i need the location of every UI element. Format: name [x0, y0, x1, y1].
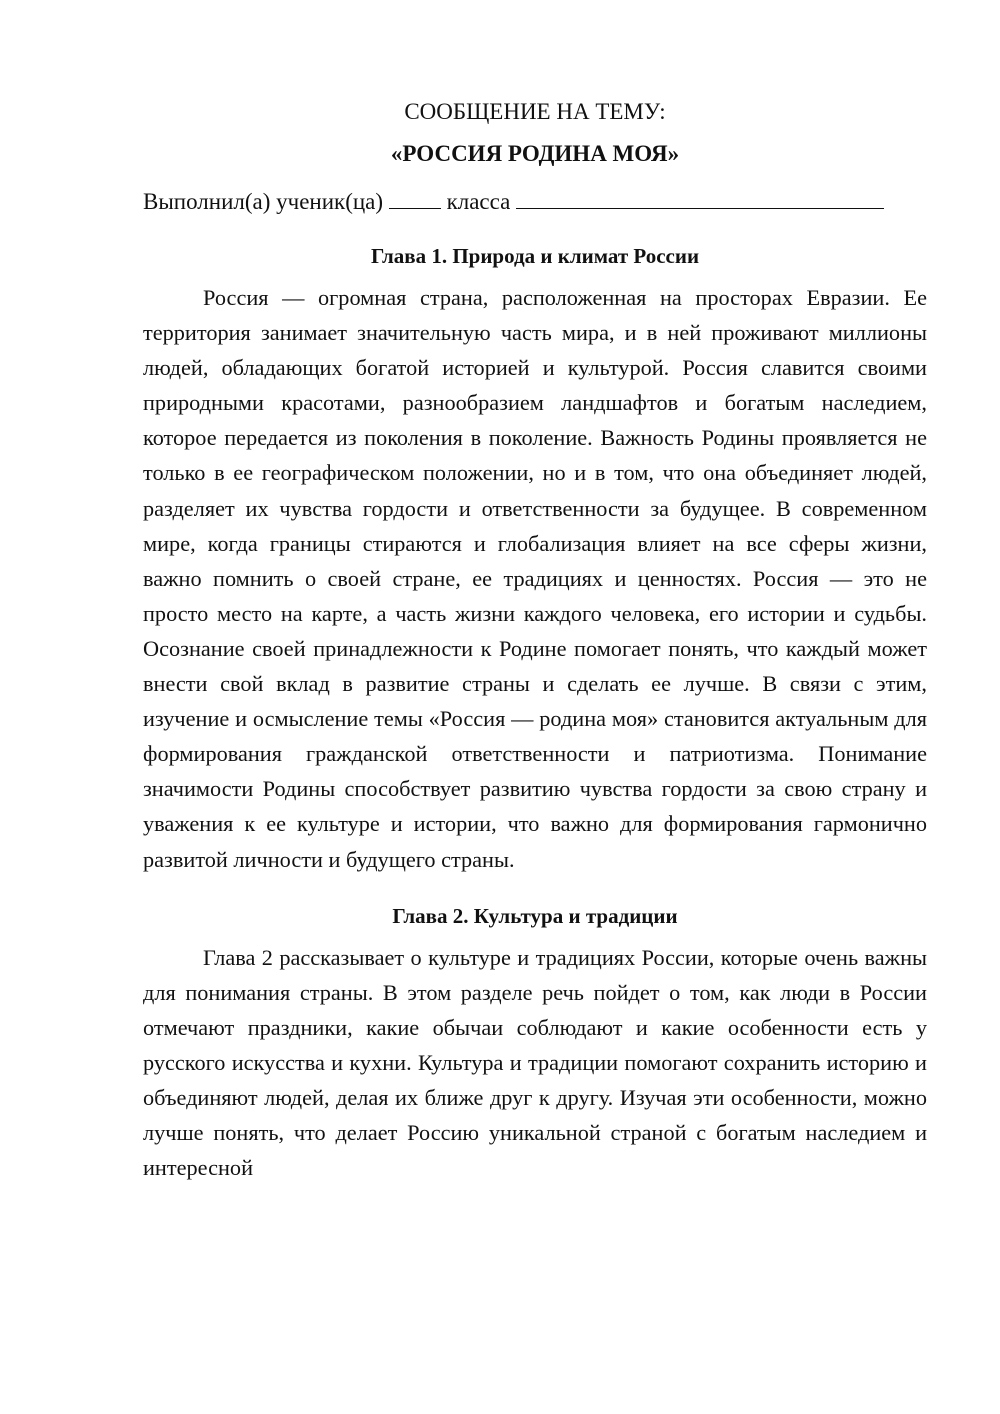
- class-number-blank: [389, 186, 441, 209]
- author-line-middle: класса: [446, 189, 511, 214]
- chapter-1-heading: Глава 1. Природа и климат России: [370, 244, 700, 268]
- document-title: СООБЩЕНИЕ НА ТЕМУ:: [404, 99, 666, 124]
- author-line: [143, 184, 927, 219]
- chapter-2-paragraph: Глава 2 рассказывает о культуре и традициях России, которые очень важны для понимания страны. В этом разделе речь пойдет о том, как люди в России отмечают праздники, какие обычаи соблюдают и какие особенности есть у русского искусства и кухни. Культура и традиции помогают сохранить историю и объединяют людей, делая их ближе друг к другу. Изучая эти особенности, можно лучше понять, что делает Россию уникальной страной с богатым наследием и интересной: [143, 944, 927, 1181]
- author-line-prefix: Выполнил(а) ученик(ца): [143, 189, 384, 214]
- chapter-2-heading: Глава 2. Культура и традиции: [392, 903, 678, 928]
- chapter-1-paragraph: Россия — огромная страна, расположенная на просторах Евразии. Ее территория занимает значительную часть мира, и в ней проживают миллионы людей, обладающих богатой историей и культурой. Россия славится своими природными красотами, разнообразием ландшафтов и богатым наследием, которое передается из поколения в поколение. Важность Родины проявляется не только в ее географическом положении, но и в том, что она объединяет людей, разделяет их чувства гордости и ответственности за будущее. В современном мире, когда границы стираются и глобализация влияет на все сферы жизни, важно помнить о своей стране, ее традициях и ценностях. Россия — это не просто место на карте, а часть жизни каждого человека, его истории и судьбы. Осознание своей принадлежности к Родине помогает понять, что каждый может внести свой вклад в развитие страны и сделать ее лучше. В связи с этим, изучение и осмысление темы «Россия — родина моя» становится актуальным для формирования гражданской ответственности и патриотизма. Понимание значимости Родины способствует развитию чувства гордости за свою страну и уважения к ее культуре и истории, что важно для формирования гармонично развитой личности и будущего страны.: [143, 285, 927, 872]
- author-name-blank: [516, 186, 884, 209]
- document-subtitle: «РОССИЯ РОДИНА МОЯ»: [390, 141, 680, 166]
- document-content: [143, 94, 927, 1185]
